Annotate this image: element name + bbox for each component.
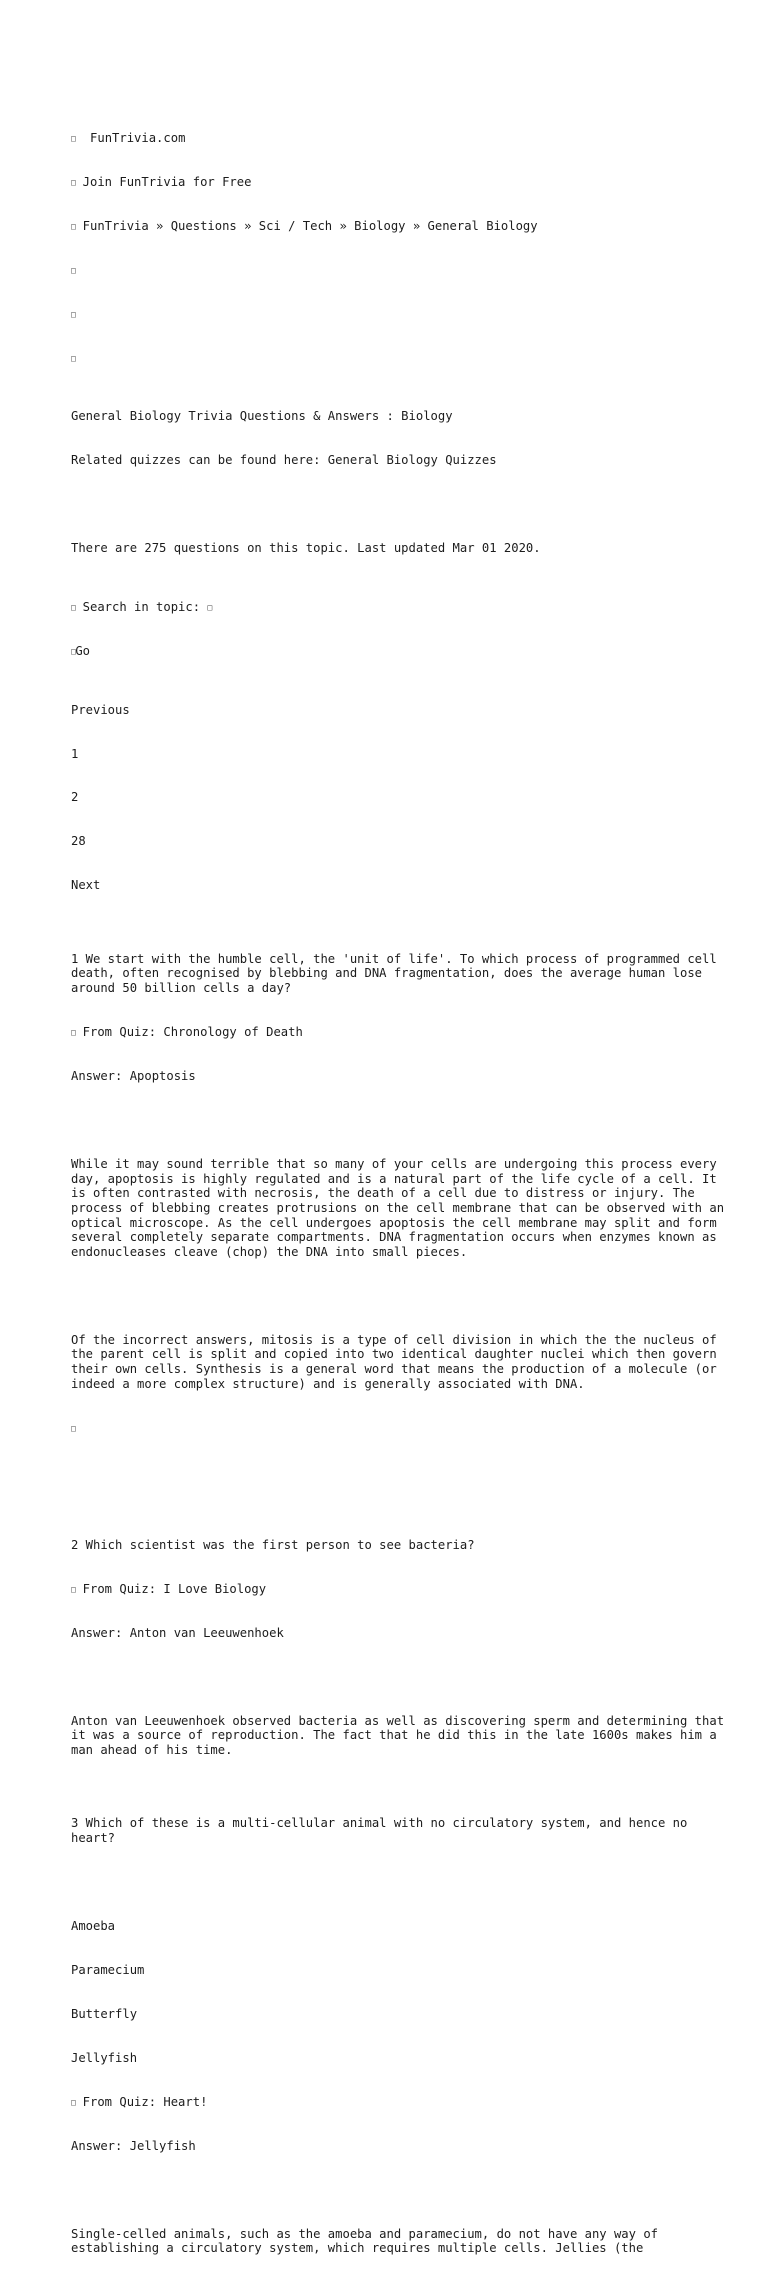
- page-link-28[interactable]: 28: [71, 834, 86, 849]
- breadcrumb-trail[interactable]: FunTrivia » Questions » Sci / Tech » Biology » General Biology: [82, 218, 538, 233]
- spacer: [71, 1465, 731, 1480]
- question-1-quiz-row: [71, 1025, 731, 1040]
- spacer: [71, 1875, 731, 1890]
- page-link-2[interactable]: 2: [71, 790, 79, 805]
- previous-page-link[interactable]: Previous: [71, 702, 130, 717]
- page-link-1[interactable]: 1: [71, 746, 79, 761]
- join-link[interactable]: Join FunTrivia for Free: [82, 174, 252, 189]
- go-button[interactable]: Go: [75, 643, 91, 658]
- next-page-link[interactable]: Next: [71, 878, 101, 893]
- site-name-link[interactable]: FunTrivia.com: [90, 130, 186, 145]
- document-page: [71, 87, 731, 2285]
- question-1-text: 1 We start with the humble cell, the 'unit of life'. To which process of programmed cell death, often recognised by blebbing and DNA fragmentation, does the average human lose around 50 billion cells a day?: [71, 951, 725, 996]
- question-1-answer: Answer: Apoptosis: [71, 1068, 196, 1083]
- logo-icon: □: [71, 133, 76, 143]
- question-3-text: 3 Which of these is a multi-cellular animal with no circulatory system, and hence no heart?: [71, 1816, 695, 1846]
- search-input[interactable]: □: [207, 602, 212, 612]
- site-header: [71, 131, 731, 146]
- question-3-quiz-row: [71, 2095, 731, 2110]
- search-row: [71, 600, 731, 615]
- go-icon: □: [71, 646, 76, 656]
- spacer-icon-row-1: [71, 263, 731, 278]
- question-2-explanation-1: Anton van Leeuwenhoek observed bacteria as well as discovering sperm and determining that it was a source of reproduction. The fact that he did this in the late 1600s makes him a man ahead of his time.: [71, 1713, 732, 1758]
- join-row: [71, 175, 731, 190]
- question-2-quiz-row: [71, 1582, 731, 1597]
- placeholder-icon: □: [71, 265, 76, 275]
- quiz-icon: □: [71, 1584, 76, 1594]
- placeholder-icon: □: [71, 309, 76, 319]
- question-3-option-butterfly: Butterfly: [71, 2006, 138, 2021]
- related-quizzes-link[interactable]: Related quizzes can be found here: General Biology Quizzes: [71, 453, 497, 468]
- question-count-summary: There are 275 questions on this topic. Last updated Mar 01 2020.: [71, 541, 541, 556]
- question-1-explanation-1: While it may sound terrible that so many of your cells are undergoing this process every day, apoptosis is highly regulated and is a natural part of the life cycle of a cell. It is often contrasted with necrosis, the death of a cell due to distress or injury. The process of blebbing creates protrusions on the cell membrane that can be observed with an optical microscope. As the cell undergoes apoptosis the cell membrane may split and form several completely separate compartments. DNA fragmentation occurs when enzymes known as endonucleases cleave (chop) the DNA into small pieces.: [71, 1156, 732, 1259]
- spacer: [71, 497, 731, 512]
- quiz-icon: □: [71, 1027, 76, 1037]
- question-1-end-row: [71, 1421, 731, 1436]
- join-icon: □: [71, 177, 76, 187]
- question-1-explanation-2: Of the incorrect answers, mitosis is a type of cell division in which the the nucleus of the parent cell is split and copied into two identical daughter nuclei which then govern their own cells. Synthesis is a general word that means the production of a molecule (or indeed a more complex structure) and is generally associated with DNA.: [71, 1332, 725, 1391]
- question-3-quiz-link[interactable]: From Quiz: Heart!: [82, 2094, 208, 2109]
- question-1-quiz-link[interactable]: From Quiz: Chronology of Death: [82, 1024, 303, 1039]
- quiz-icon: □: [71, 2097, 76, 2107]
- spacer: [71, 2183, 731, 2198]
- placeholder-icon: □: [71, 353, 76, 363]
- question-2-text: 2 Which scientist was the first person to see bacteria?: [71, 1537, 475, 1552]
- search-label: Search in topic:: [82, 599, 201, 614]
- search-go-row: [71, 644, 731, 659]
- question-3-option-jellyfish: Jellyfish: [71, 2050, 138, 2065]
- question-2-answer: Answer: Anton van Leeuwenhoek: [71, 1625, 284, 1640]
- question-3-option-amoeba: Amoeba: [71, 1918, 116, 1933]
- spacer: [71, 1113, 731, 1128]
- spacer-icon-row-2: [71, 307, 731, 322]
- spacer-icon-row-3: [71, 351, 731, 366]
- page-title: General Biology Trivia Questions & Answers : Biology: [71, 409, 453, 424]
- question-3-answer: Answer: Jellyfish: [71, 2138, 196, 2153]
- search-icon: □: [71, 602, 76, 612]
- spacer: [71, 1289, 731, 1304]
- question-2-quiz-link[interactable]: From Quiz: I Love Biology: [82, 1581, 267, 1596]
- breadcrumb: [71, 219, 731, 234]
- spacer: [71, 1670, 731, 1685]
- question-3-explanation-1: Single-celled animals, such as the amoeba and paramecium, do not have any way of establishing a circulatory system, which requires multiple cells. Jellies (the: [71, 2226, 666, 2256]
- question-3-option-paramecium: Paramecium: [71, 1962, 145, 1977]
- separator-icon: □: [71, 1423, 76, 1433]
- home-icon: □: [71, 221, 76, 231]
